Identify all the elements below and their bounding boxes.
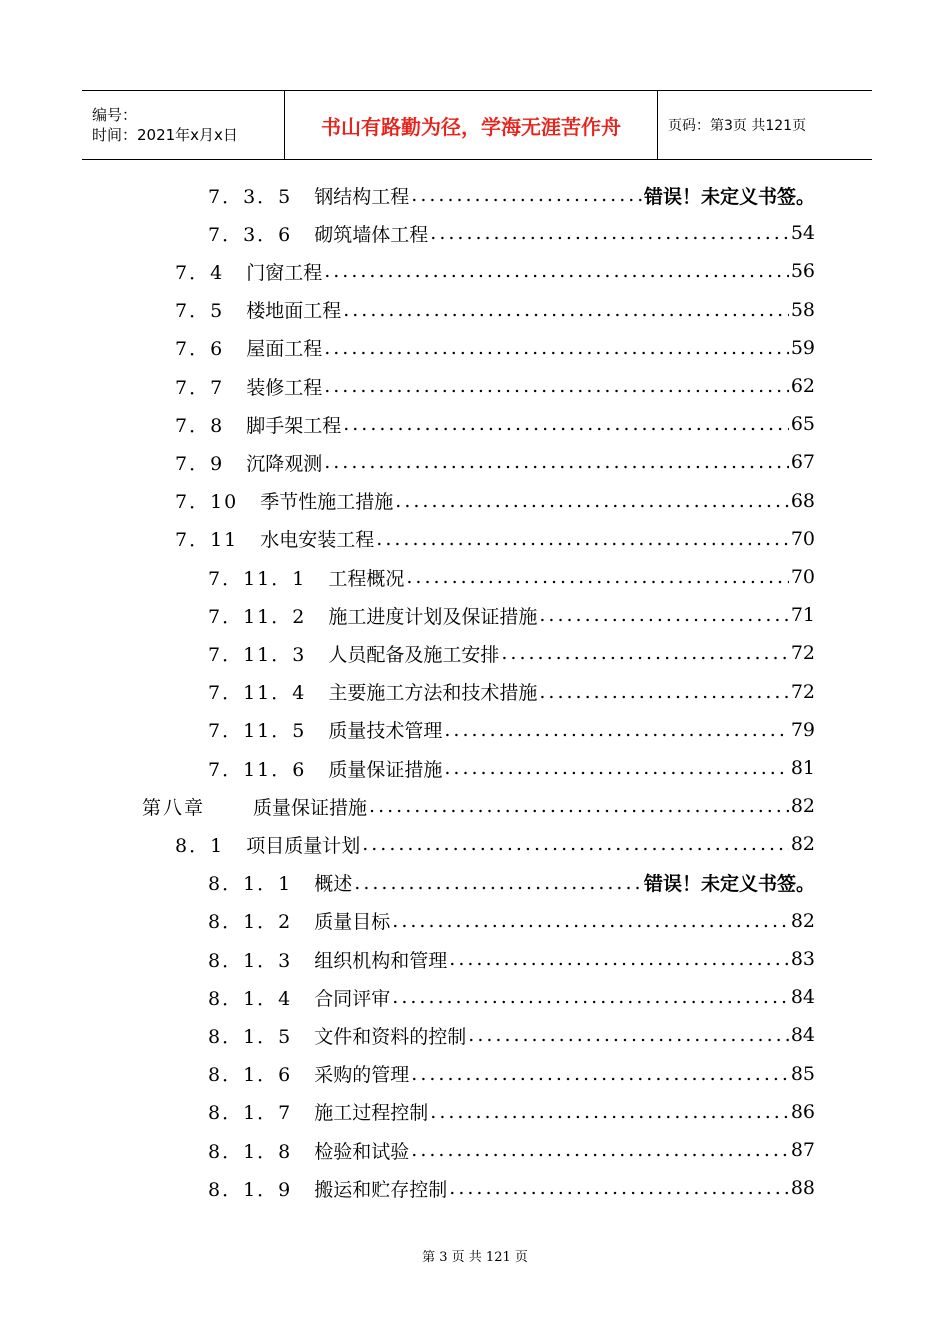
toc-entry-title: 施工进度计划及保证措施 — [328, 605, 538, 628]
toc-entry-page: 59 — [790, 336, 815, 359]
toc-dot-leader — [343, 299, 789, 321]
toc-entry-page: 70 — [790, 566, 815, 588]
toc-entry[interactable] — [208, 214, 815, 252]
toc-entry-number: 8．1．4 — [208, 987, 293, 1010]
toc-entry-title: 项目质量计划 — [246, 834, 361, 857]
toc-entry-number: 7．4 — [175, 261, 225, 284]
document-time: 时间：2021年x月x日 — [92, 126, 238, 144]
toc-entry-page: 56 — [790, 260, 815, 283]
toc-entry-number: 7．11．2 — [208, 605, 307, 628]
toc-entry[interactable] — [208, 749, 815, 787]
toc-entry-page: 72 — [790, 642, 815, 665]
toc-entry-number: 8．1．7 — [208, 1102, 293, 1125]
toc-entry-page: 81 — [790, 757, 815, 779]
toc-entry[interactable] — [175, 405, 815, 443]
toc-dot-leader — [411, 1139, 789, 1161]
toc-entry-title: 人员配备及施工安排 — [328, 643, 500, 666]
toc-dot-leader — [324, 260, 789, 282]
toc-entry-title: 水电安装工程 — [260, 529, 375, 552]
toc-entry-page: 70 — [790, 527, 815, 550]
toc-entry[interactable] — [208, 673, 815, 711]
toc-dot-leader — [343, 413, 789, 435]
toc-entry-page: 62 — [790, 375, 815, 397]
toc-dot-leader — [395, 490, 789, 512]
toc-dot-leader — [411, 184, 642, 206]
toc-entry-number: 7．3．6 — [208, 223, 293, 246]
toc-entry[interactable] — [208, 176, 815, 214]
toc-entry-page: 65 — [790, 413, 815, 436]
toc-entry-number: 8．1．8 — [208, 1140, 293, 1163]
toc-entry-title: 砌筑墙体工程 — [314, 223, 429, 246]
toc-entry-number: 7．11 — [175, 529, 239, 552]
toc-entry-number: 8．1．3 — [208, 949, 293, 972]
header-meta — [82, 91, 284, 159]
toc-entry-page: 71 — [790, 604, 815, 627]
toc-dot-leader — [324, 375, 789, 397]
toc-entry-number: 8．1．9 — [208, 1178, 293, 1201]
toc-dot-leader — [362, 833, 789, 855]
toc-entry-number: 7．5 — [175, 300, 225, 323]
toc-entry-title: 质量目标 — [314, 911, 391, 934]
toc-entry-title: 质量技术管理 — [328, 720, 443, 743]
toc-entry[interactable] — [208, 711, 815, 749]
toc-dot-leader — [406, 566, 788, 588]
toc-dot-leader — [392, 986, 789, 1008]
toc-entry[interactable] — [175, 252, 815, 290]
document-number-label: 编号： — [92, 106, 138, 124]
toc-entry[interactable] — [208, 978, 815, 1016]
toc-entry-number: 7．11．1 — [208, 567, 307, 590]
toc-entry[interactable] — [175, 329, 815, 367]
toc-entry-title: 脚手架工程 — [246, 414, 342, 437]
toc-entry-title: 钢结构工程 — [314, 185, 410, 208]
toc-entry-title: 质量保证措施 — [253, 796, 368, 819]
toc-entry[interactable] — [175, 482, 815, 520]
toc-entry-number: 8．1．5 — [208, 1025, 293, 1048]
toc-entry-title: 施工过程控制 — [314, 1102, 429, 1125]
toc-dot-leader — [354, 872, 642, 894]
toc-entry-page: 82 — [790, 795, 815, 818]
toc-entry[interactable] — [175, 291, 815, 329]
toc-entry[interactable] — [208, 1131, 815, 1169]
toc-dot-leader — [539, 681, 788, 703]
toc-entry[interactable] — [208, 864, 815, 902]
toc-entry-title: 楼地面工程 — [246, 300, 342, 323]
toc-entry-number: 8．1．1 — [208, 873, 293, 896]
toc-dot-leader — [392, 910, 789, 932]
toc-entry-page: 87 — [790, 1139, 815, 1161]
toc-entry-title: 采购的管理 — [314, 1064, 410, 1087]
toc-entry-page: 58 — [790, 298, 815, 321]
toc-entry-number: 7．10 — [175, 491, 239, 514]
toc-dot-leader — [501, 642, 788, 664]
toc-entry-title: 质量保证措施 — [328, 758, 443, 781]
toc-dot-leader — [449, 948, 789, 970]
toc-entry-title: 屋面工程 — [246, 338, 323, 361]
toc-entry-number: 8．1．2 — [208, 911, 293, 934]
toc-entry-page: 84 — [790, 986, 815, 1009]
toc-entry-title: 季节性施工措施 — [260, 491, 394, 514]
toc-entry-number: 7．3．5 — [208, 185, 293, 208]
toc-entry-page: 错误！未定义书签。 — [643, 185, 815, 208]
toc-dot-leader — [430, 222, 789, 244]
toc-entry-title: 工程概况 — [328, 567, 405, 590]
toc-dot-leader — [369, 795, 789, 817]
toc-entry-title: 文件和资料的控制 — [314, 1025, 467, 1048]
toc-entry[interactable] — [208, 1016, 815, 1054]
toc-entry-number: 7．11．4 — [208, 682, 307, 705]
toc-entry-title: 主要施工方法和技术措施 — [328, 682, 538, 705]
toc-dot-leader — [324, 337, 789, 359]
toc-entry[interactable] — [175, 367, 815, 405]
toc-entry-title: 搬运和贮存控制 — [314, 1178, 448, 1201]
toc-dot-leader — [468, 1024, 789, 1046]
toc-dot-leader — [449, 1177, 789, 1199]
toc-dot-leader — [444, 719, 788, 741]
toc-entry-number: 7．7 — [175, 376, 225, 399]
toc-dot-leader — [376, 528, 789, 550]
toc-entry-page: 79 — [790, 718, 815, 741]
page-header — [82, 90, 872, 160]
toc-entry-title: 检验和试验 — [314, 1140, 410, 1163]
toc-entry-number: 7．9 — [175, 452, 225, 475]
toc-entry-number: 7．8 — [175, 414, 225, 437]
toc-entry[interactable] — [208, 1055, 815, 1093]
header-motto: 书山有路勤为径，学海无涯苦作舟 — [284, 91, 658, 159]
toc-entry-page: 错误！未定义书签。 — [643, 873, 815, 896]
toc-entry[interactable] — [175, 825, 815, 863]
toc-entry[interactable] — [142, 787, 815, 825]
toc-entry-title: 合同评审 — [314, 987, 391, 1010]
toc-entry-title: 组织机构和管理 — [314, 949, 448, 972]
toc-entry-number: 7．6 — [175, 338, 225, 361]
toc-entry-page: 68 — [790, 489, 815, 512]
toc-dot-leader — [444, 757, 788, 779]
toc-entry-page: 54 — [790, 222, 815, 245]
toc-entry-page: 83 — [790, 948, 815, 970]
toc-entry-title: 概述 — [314, 873, 353, 896]
toc-entry-page: 84 — [790, 1024, 815, 1047]
toc-entry[interactable] — [208, 902, 815, 940]
toc-entry-page: 82 — [790, 833, 815, 856]
toc-entry-number: 7．11．6 — [208, 758, 307, 781]
toc-entry-number: 8．1 — [175, 834, 225, 857]
toc-entry-title: 沉降观测 — [246, 452, 323, 475]
toc-entry[interactable] — [208, 558, 815, 596]
toc-entry-page: 85 — [790, 1062, 815, 1085]
toc-entry-page: 72 — [790, 680, 815, 703]
toc-entry[interactable] — [208, 1093, 815, 1131]
toc-entry[interactable] — [175, 520, 815, 558]
toc-entry-number: 第八章 — [142, 796, 206, 819]
toc-entry-page: 67 — [790, 451, 815, 474]
toc-entry[interactable] — [175, 443, 815, 481]
toc-dot-leader — [411, 1063, 789, 1085]
toc-entry-title: 装修工程 — [246, 376, 323, 399]
toc-entry[interactable] — [208, 596, 815, 634]
toc-entry-number: 7．11．5 — [208, 720, 307, 743]
toc-entry-page: 88 — [790, 1177, 815, 1200]
toc-entry[interactable] — [208, 1169, 815, 1207]
toc-entry-page: 82 — [790, 909, 815, 932]
toc-dot-leader — [324, 451, 789, 473]
toc-entry-title: 门窗工程 — [246, 261, 323, 284]
toc-dot-leader — [539, 604, 788, 626]
toc-entry[interactable] — [208, 940, 815, 978]
toc-dot-leader — [430, 1101, 789, 1123]
toc-entry-number: 7．11．3 — [208, 643, 307, 666]
toc-entry-number: 8．1．6 — [208, 1064, 293, 1087]
page-footer: 第 3 页 共 121 页 — [422, 1250, 528, 1265]
toc-entry[interactable] — [208, 634, 815, 672]
header-page-info: 页码：第3页 共121页 — [668, 118, 807, 134]
toc-entry-page: 86 — [790, 1100, 815, 1123]
